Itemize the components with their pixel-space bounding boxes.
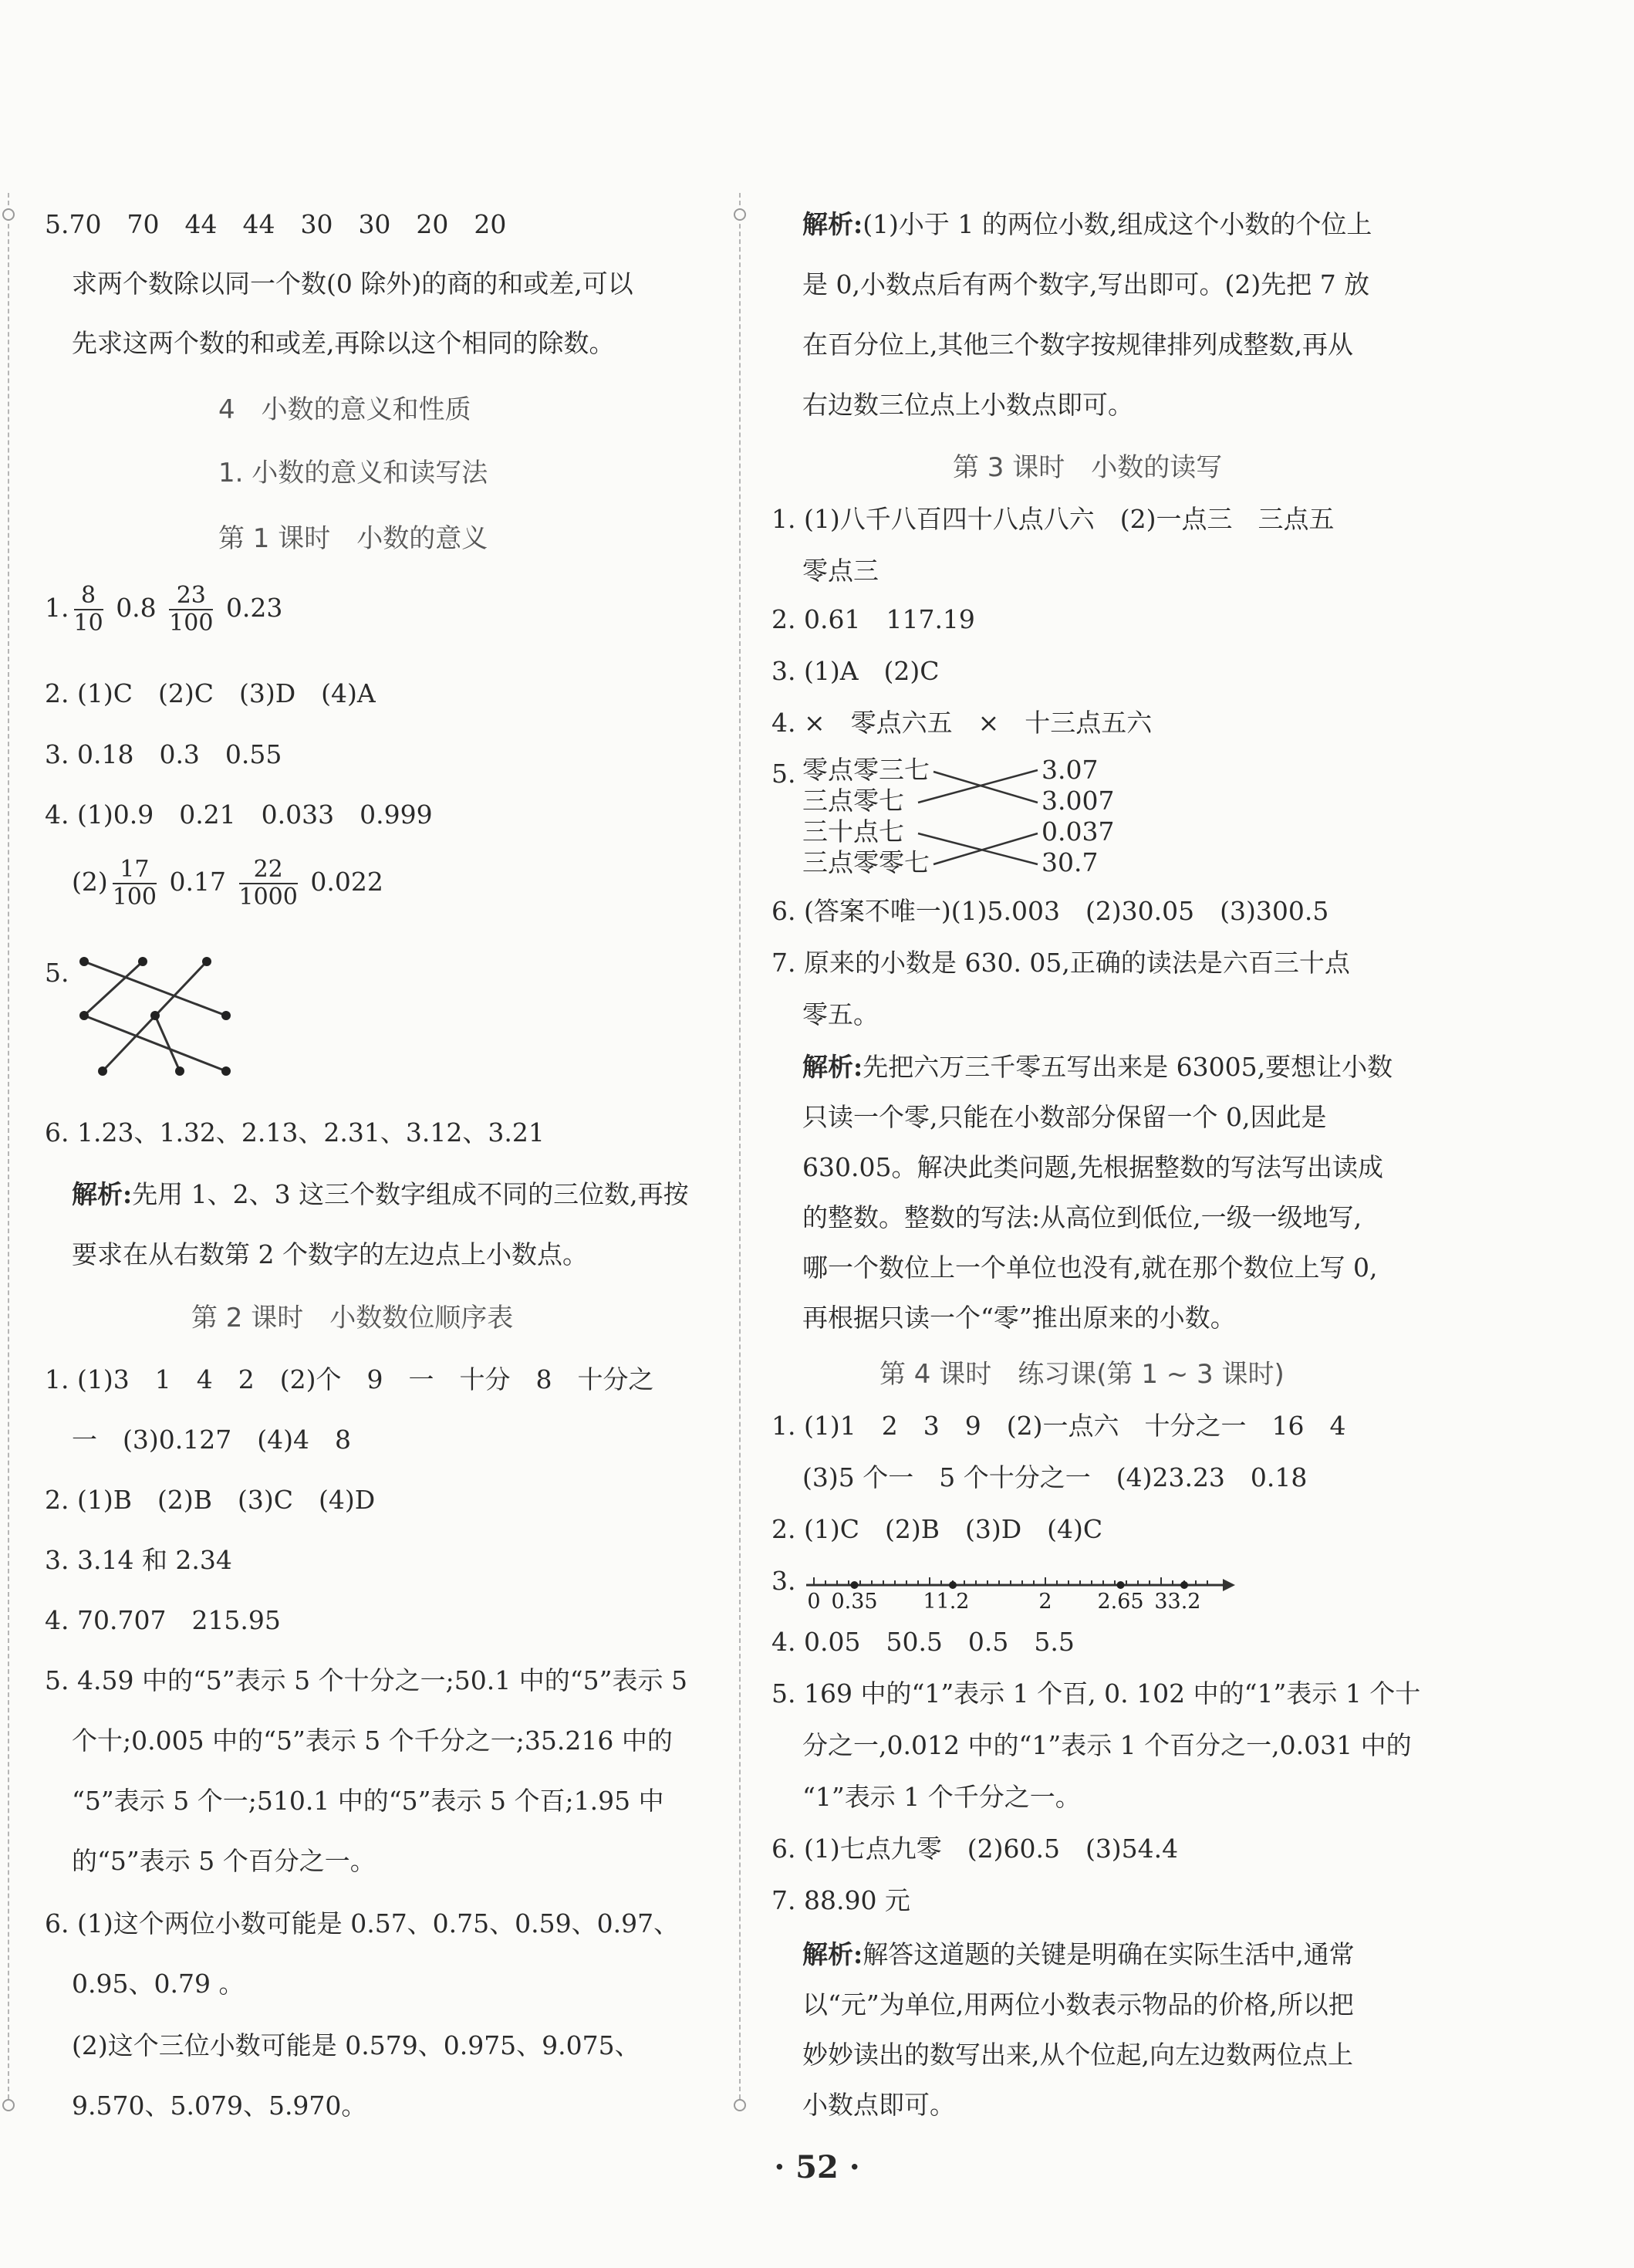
reading-word: 三十点七 xyxy=(802,816,904,847)
answer-line: 6. 1.23、1.32、2.13、2.31、3.12、3.21 xyxy=(45,1117,545,1148)
analysis-line xyxy=(802,1049,1393,1085)
lesson-title: 第 4 课时 练习课(第 1 ~ 3 课时) xyxy=(879,1359,1285,1390)
answer-line: 的“5”表示 5 个百分之一。 xyxy=(72,1846,376,1876)
analysis-line: 只读一个零,只能在小数部分保留一个 0,因此是 xyxy=(802,1102,1327,1132)
analysis-line: 小数点即可。 xyxy=(802,2090,955,2120)
number-line-label: 2.65 xyxy=(1097,1590,1144,1614)
analysis-line: 再根据只读一个“零”推出原来的小数。 xyxy=(802,1303,1236,1333)
center-guide-pin-bottom xyxy=(734,2099,746,2111)
match-dot xyxy=(221,1011,231,1020)
match-line xyxy=(84,962,143,1016)
center-guide-pin-top xyxy=(734,208,746,221)
analysis-line: 哪一个数位上一个单位也没有,就在那个数位上写 0, xyxy=(802,1252,1378,1283)
lesson-title: 第 2 课时 小数数位顺序表 xyxy=(191,1303,514,1333)
question-number: 5. xyxy=(45,958,69,988)
reading-number: 30.7 xyxy=(1042,847,1099,877)
number-line-label: 1 xyxy=(923,1590,937,1614)
match-dot xyxy=(79,957,89,966)
reading-number: 3.007 xyxy=(1042,786,1115,816)
number-line-label: 1.2 xyxy=(936,1590,970,1614)
match-line xyxy=(84,962,226,1016)
match-dot xyxy=(221,1066,231,1076)
analysis-text: 先用 1、2、3 这三个数字组成不同的三位数,再按 xyxy=(132,1179,689,1209)
analysis-line: 要求在从右数第 2 个数字的左边点上小数点。 xyxy=(72,1239,588,1269)
reading-word: 零点零三七 xyxy=(802,755,930,785)
answer-line: 6. (1)这个两位小数可能是 0.57、0.75、0.59、0.97、 xyxy=(45,1908,680,1938)
fraction: $\frac{23}{100}$ xyxy=(169,582,214,637)
answer-line: 4. × 零点六五 × 十三点五六 xyxy=(771,708,1153,738)
question-number: 5. xyxy=(771,759,796,789)
page-number: · 52 · xyxy=(774,2149,860,2185)
fraction: $\frac{8}{10}$ xyxy=(73,582,103,637)
answer-line: 先求这两个数的和或差,再除以这个相同的除数。 xyxy=(72,328,615,358)
answer-line: 零五。 xyxy=(802,999,879,1029)
analysis-text: 先把六万三千零五写出来是 63005,要想让小数 xyxy=(863,1052,1393,1082)
answer-line: 9.570、5.079、5.970。 xyxy=(72,2091,367,2121)
answer-line: 5. 169 中的“1”表示 1 个百, 0. 102 中的“1”表示 1 个十 xyxy=(771,1678,1421,1709)
decimal-value: 0.8 xyxy=(116,593,157,623)
analysis-line: 在百分位上,其他三个数字按规律排列成整数,再从 xyxy=(802,330,1353,360)
number-line-label: 2 xyxy=(1038,1590,1052,1614)
analysis-label: 解析: xyxy=(802,1052,863,1082)
answer-line: (2)这个三位小数可能是 0.579、0.975、9.075、 xyxy=(72,2030,640,2060)
sub-number: (2) xyxy=(72,867,108,897)
answer-line: 2. 0.61 117.19 xyxy=(771,604,975,634)
analysis-line: 右边数三位点上小数点即可。 xyxy=(802,390,1133,420)
matching-lines xyxy=(802,755,1142,878)
match-dot xyxy=(98,1066,107,1076)
number-line xyxy=(806,1563,1238,1617)
answer-line: 1. (1)3 1 4 2 (2)个 9 一 十分 8 十分之 xyxy=(45,1364,654,1394)
analysis-line: 是 0,小数点后有两个数字,写出即可。(2)先把 7 放 xyxy=(802,269,1370,299)
analysis-text: 解答这道题的关键是明确在实际生活中,通常 xyxy=(863,1939,1355,1969)
match-dot xyxy=(138,957,147,966)
reading-word: 三点零七 xyxy=(802,786,904,816)
number-line-label: 0 xyxy=(807,1590,821,1614)
answer-line: 5. 4.59 中的“5”表示 5 个十分之一;50.1 中的“5”表示 5 xyxy=(45,1665,687,1695)
section-title: 1. 小数的意义和读写法 xyxy=(218,458,488,488)
answer-line: 2. (1)B (2)B (3)C (4)D xyxy=(45,1485,376,1515)
lesson-title: 第 3 课时 小数的读写 xyxy=(953,452,1223,483)
lesson-title: 第 1 课时 小数的意义 xyxy=(218,523,488,554)
left-guide-pin-bottom xyxy=(2,2099,15,2111)
answer-line: “1”表示 1 个千分之一。 xyxy=(802,1782,1081,1812)
number-line-point xyxy=(851,1581,859,1589)
answer-line: 2. (1)C (2)B (3)D (4)C xyxy=(771,1514,1103,1544)
center-gutter-guide xyxy=(739,193,741,2099)
decimal-value: 0.022 xyxy=(310,867,383,897)
answer-line: 5.70 70 44 44 30 30 20 20 xyxy=(45,209,507,239)
match-dot xyxy=(79,1011,89,1020)
reading-number: 3.07 xyxy=(1042,755,1099,785)
answer-line xyxy=(72,857,383,911)
answer-line: 4. 70.707 215.95 xyxy=(45,1605,281,1635)
answer-line: 3. (1)A (2)C xyxy=(771,656,940,686)
unit-title: 4 小数的意义和性质 xyxy=(218,394,471,425)
number-line-point xyxy=(1180,1581,1188,1589)
match-line xyxy=(933,772,1038,803)
answer-line: 4. (1)0.9 0.21 0.033 0.999 xyxy=(45,799,433,830)
answer-line: 0.95、0.79 。 xyxy=(72,1969,245,1999)
analysis-label: 解析: xyxy=(802,1939,863,1969)
answer-line: 6. (1)七点九零 (2)60.5 (3)54.4 xyxy=(771,1834,1179,1864)
question-1 xyxy=(45,583,282,637)
fraction: $\frac{17}{100}$ xyxy=(112,856,157,911)
analysis-line: 以“元”为单位,用两位小数表示物品的价格,所以把 xyxy=(802,1989,1354,2020)
answer-line: 个十;0.005 中的“5”表示 5 个千分之一;35.216 中的 xyxy=(72,1726,673,1756)
number-line-point xyxy=(949,1581,957,1589)
reading-number: 0.037 xyxy=(1042,816,1115,847)
left-margin-guide xyxy=(8,193,9,2099)
left-guide-pin-top xyxy=(2,208,15,221)
answer-line: 3. 0.18 0.3 0.55 xyxy=(45,739,282,769)
analysis-line xyxy=(802,207,1372,242)
answer-line: 6. (答案不唯一)(1)5.003 (2)30.05 (3)300.5 xyxy=(771,896,1329,926)
answer-line: 一 (3)0.127 (4)4 8 xyxy=(72,1425,351,1455)
answer-line: 2. (1)C (2)C (3)D (4)A xyxy=(45,678,376,708)
reading-word: 三点零零七 xyxy=(802,847,930,877)
analysis-line: 妙妙读出的数写出来,从个位起,向左边数两位点上 xyxy=(802,2040,1353,2070)
answer-line: 分之一,0.012 中的“1”表示 1 个百分之一,0.031 中的 xyxy=(802,1730,1412,1760)
number-line-label: 3 xyxy=(1154,1590,1168,1614)
matching-dots-diagram xyxy=(79,957,234,1088)
analysis-text: (1)小于 1 的两位小数,组成这个小数的个位上 xyxy=(863,209,1372,239)
answer-line: 7. 88.90 元 xyxy=(771,1885,910,1915)
match-dot xyxy=(202,957,211,966)
question-number: 3. xyxy=(771,1566,796,1596)
answer-line: 求两个数除以同一个数(0 除外)的商的和或差,可以 xyxy=(72,269,633,299)
answer-line: 7. 原来的小数是 630. 05,正确的读法是六百三十点 xyxy=(771,948,1350,978)
answer-line: 3. 3.14 和 2.34 xyxy=(45,1545,232,1575)
analysis-line xyxy=(802,1937,1355,1972)
answer-line: 零点三 xyxy=(802,556,879,586)
match-dot xyxy=(175,1066,184,1076)
question-number: 1. xyxy=(45,593,69,623)
match-line xyxy=(84,1016,226,1071)
match-dot xyxy=(150,1011,160,1020)
matching-exercise xyxy=(802,755,1142,878)
fraction: $\frac{22}{1000}$ xyxy=(238,856,298,911)
answer-line: 1. (1)1 2 3 9 (2)一点六 十分之一 16 4 xyxy=(771,1411,1346,1441)
answer-line: (3)5 个一 5 个十分之一 (4)23.23 0.18 xyxy=(802,1462,1308,1492)
answer-line: 4. 0.05 50.5 0.5 5.5 xyxy=(771,1627,1075,1657)
analysis-line xyxy=(72,1177,689,1212)
analysis-line: 的整数。整数的写法:从高位到低位,一级一级地写, xyxy=(802,1202,1362,1232)
analysis-label: 解析: xyxy=(72,1179,133,1209)
number-line-point xyxy=(1117,1581,1125,1589)
number-line-label: 0.35 xyxy=(831,1590,878,1614)
decimal-value: 0.17 xyxy=(169,867,226,897)
match-line xyxy=(155,1016,180,1071)
answer-line: “5”表示 5 个一;510.1 中的“5”表示 5 个百;1.95 中 xyxy=(72,1786,664,1816)
decimal-value: 0.23 xyxy=(225,593,283,623)
answer-line: 1. (1)八千八百四十八点八六 (2)一点三 三点五 xyxy=(771,504,1335,534)
analysis-label: 解析: xyxy=(802,209,863,239)
analysis-line: 630.05。解决此类问题,先根据整数的写法写出读成 xyxy=(802,1152,1383,1182)
number-line-arrow xyxy=(1223,1579,1235,1591)
number-line-label: 3.2 xyxy=(1167,1590,1201,1614)
